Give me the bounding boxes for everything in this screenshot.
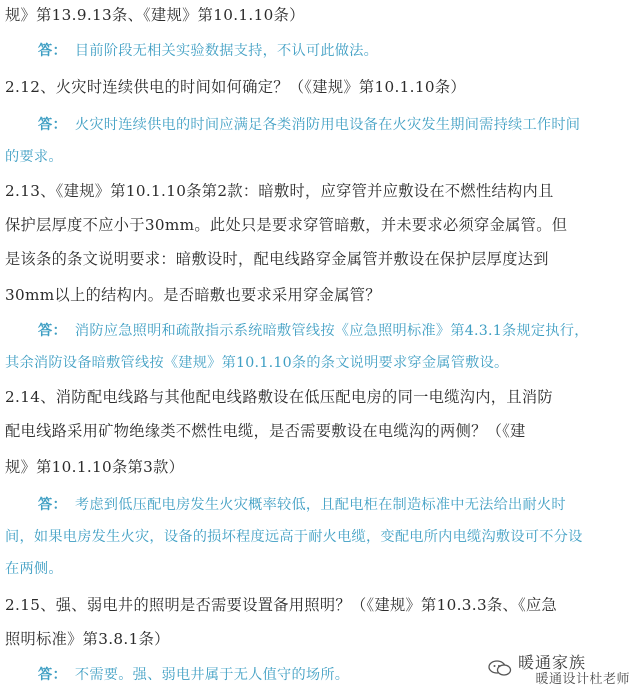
question-line: 2.13、《建规》第10.1.10条第2款：暗敷时，应穿管并应敷设在不燃性结构内且 [5,182,554,200]
watermark [470,654,630,688]
answer-label: 答： [38,323,67,339]
wechat-icon [488,660,512,676]
answer-line: 答： 消防应急照明和疏散指示系统暗敷管线按《应急照明标准》第4.3.1条规定执行， [38,323,589,339]
watermark-title: 暖通家族 [518,653,587,672]
answer-label: 答： [38,43,67,59]
answer-line-cont: 其余消防设备暗敷管线按《建规》第10.1.10条的条文说明要求穿金属管敷设。 [5,355,509,371]
question-line: 2.12、火灾时连续供电的时间如何确定？（《建规》第10.1.10条） [5,78,466,96]
text-line: 规》第13.9.13条、《建规》第10.1.10条） [5,6,305,24]
question-line: 配电线路采用矿物绝缘类不燃性电缆，是否需要敷设在电缆沟的两侧？（《建 [5,422,526,440]
watermark-subtitle: 暖通设计杜老师 [535,672,630,687]
answer-line: 答： 火灾时连续供电的时间应满足各类消防用电设备在火灾发生期间需持续工作时间 [38,117,581,133]
question-line: 2.14、消防配电线路与其他配电线路敷设在低压配电房的同一电缆沟内，且消防 [5,388,553,406]
answer-line-cont: 间，如果电房发生火灾，设备的损坏程度远高于耐火电缆，变配电所内电缆沟敷设可不分设 [5,529,583,545]
question-line: 30mm以上的结构内。是否暗敷也要求采用穿金属管？ [5,286,381,304]
answer-line-cont: 的要求。 [5,149,63,165]
answer-label: 答： [38,667,67,683]
question-line: 规》第10.1.10条第3款） [5,458,185,476]
question-line: 是该条的条文说明要求：暗敷设时，配电线路穿金属管并敷设在保护层厚度达到 [5,250,549,268]
answer-line-cont: 在两侧。 [5,561,63,577]
answer-line: 答： 目前阶段无相关实验数据支持，不认可此做法。 [38,43,379,59]
answer-line: 答： 考虑到低压配电房发生火灾概率较低，且配电柜在制造标准中无法给出耐火时 [38,497,566,513]
answer-label: 答： [38,117,67,133]
question-line: 2.15、强、弱电井的照明是否需要设置备用照明？（《建规》第10.3.3条、《应急 [5,596,558,614]
answer-line: 答： 不需要。强、弱电井属于无人值守的场所。 [38,667,350,683]
question-line: 保护层厚度不应小于30mm。此处只是要求穿管暗敷，并未要求必须穿金属管。但 [5,216,568,234]
answer-label: 答： [38,497,67,513]
question-line: 照明标准》第3.8.1条） [5,630,170,648]
